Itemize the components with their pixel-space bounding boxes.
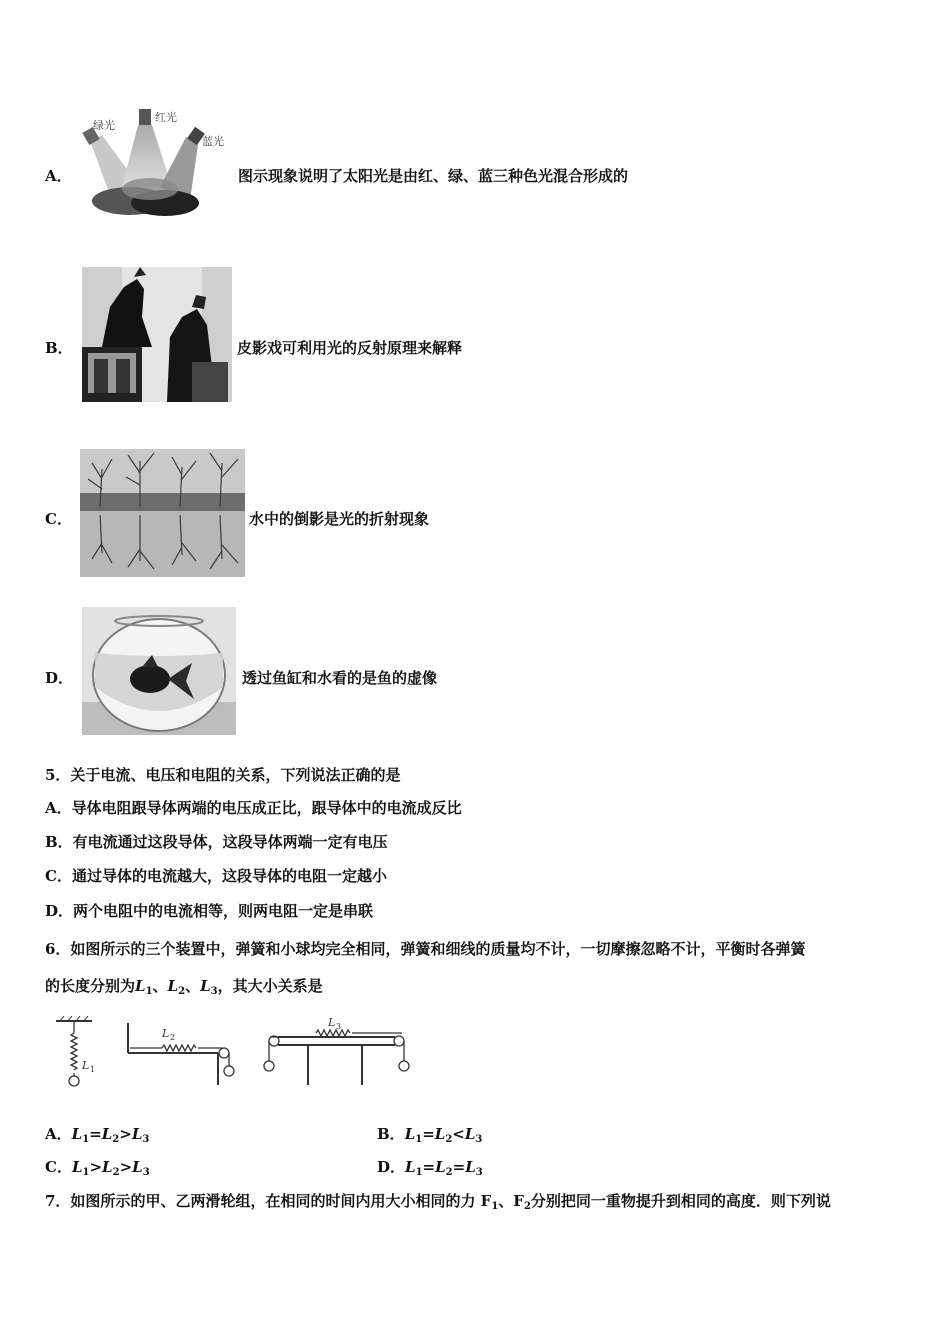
q6-option-d: D．$L_1=L_2=L_3$ — [377, 1158, 483, 1178]
option-b-text: 皮影戏可利用光的反射原理来解释 — [237, 339, 463, 357]
option-d-letter: D． — [45, 669, 74, 687]
q5-stem: 5．关于电流、电压和电阻的关系，下列说法正确的是 — [45, 766, 401, 784]
q7-stem: 7．如图所示的甲、乙两滑轮组，在相同的时间内用大小相同的力 $F_1$、$F_2$分别把同一重物提升到相同的高度．则下列说 — [45, 1192, 831, 1212]
rgb-light-figure — [80, 105, 230, 220]
svg-text:1: 1 — [90, 1065, 96, 1074]
option-a-letter: A． — [45, 167, 72, 185]
reflection-image — [80, 449, 245, 577]
option-c-text: 水中的倒影是光的折射现象 — [249, 510, 430, 528]
label-blue-light: 蓝光 — [202, 135, 224, 148]
option-c-letter: C． — [45, 510, 72, 528]
shadow-puppet-image — [82, 267, 232, 402]
q5-option-c: C．通过导体的电流越大，这段导体的电阻一定越小 — [45, 867, 387, 885]
q6-stem-line1: 6．如图所示的三个装置中，弹簧和小球均完全相同，弹簧和细线的质量均不计，一切摩擦忽略不计，平衡时各弹簧 — [45, 940, 806, 958]
label-green-light: 绿光 — [93, 119, 115, 132]
option-b-letter: B． — [45, 339, 73, 357]
svg-text:3: 3 — [336, 1022, 342, 1031]
label-red-light: 红光 — [155, 111, 177, 124]
svg-text:L: L — [82, 1059, 90, 1072]
option-d-text: 透过鱼缸和水看的是鱼的虚像 — [242, 669, 438, 687]
option-a-text: 图示现象说明了太阳光是由红、绿、蓝三种色光混合形成的 — [238, 167, 629, 185]
fishbowl-image — [82, 607, 236, 735]
q6-option-c: C．$L_1>L_2>L_3$ — [45, 1158, 150, 1178]
q5-option-a: A．导体电阻跟导体两端的电压成正比，跟导体中的电流成反比 — [45, 799, 462, 817]
spring-devices-figure — [50, 1013, 410, 1091]
q6-stem-line2: 的长度分别为$L_1$、$L_2$、$L_3$，其大小关系是 — [45, 977, 323, 997]
q5-option-b: B．有电流通过这段导体，这段导体两端一定有电压 — [45, 833, 388, 851]
svg-text:L: L — [328, 1016, 336, 1029]
q6-option-a: A．$L_1=L_2>L_3$ — [45, 1125, 150, 1145]
q5-option-d: D．两个电阻中的电流相等，则两电阻一定是串联 — [45, 902, 374, 920]
svg-text:L: L — [162, 1027, 170, 1040]
svg-text:2: 2 — [170, 1033, 176, 1042]
q6-option-b: B．$L_1=L_2<L_3$ — [377, 1125, 483, 1145]
